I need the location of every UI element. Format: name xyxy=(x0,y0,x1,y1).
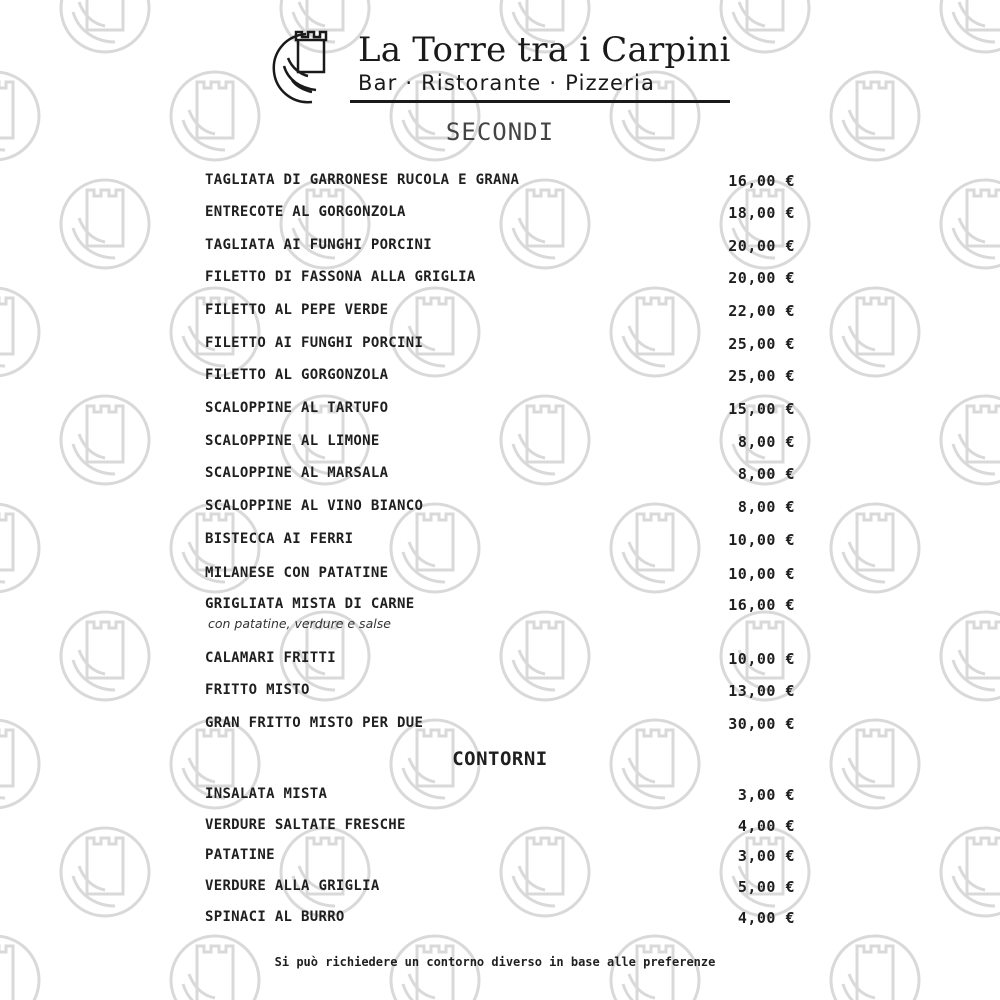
menu-item-price: 10,00 € xyxy=(728,565,795,583)
menu-item-price: 16,00 € xyxy=(728,596,795,614)
menu-item-price: 10,00 € xyxy=(728,531,795,549)
menu-item xyxy=(205,465,795,487)
menu-item-price: 18,00 € xyxy=(728,204,795,222)
menu-item-price: 3,00 € xyxy=(737,786,795,804)
menu-item-name: SCALOPPINE AL LIMONE xyxy=(205,433,380,449)
menu-item-name: INSALATA MISTA xyxy=(205,786,328,802)
menu-item xyxy=(205,650,795,672)
menu-item xyxy=(205,335,795,357)
menu-item-name: FILETTO AI FUNGHI PORCINI xyxy=(205,335,424,351)
brand-subtitle: Bar · Ristorante · Pizzeria xyxy=(358,71,656,95)
menu-item xyxy=(205,269,795,291)
brand-name: La Torre tra i Carpini xyxy=(358,30,731,70)
menu-item-price: 4,00 € xyxy=(737,909,795,927)
menu-item-name: FILETTO DI FASSONA ALLA GRIGLIA xyxy=(205,269,476,285)
menu-item-name: SCALOPPINE AL VINO BIANCO xyxy=(205,498,424,514)
menu-item-price: 8,00 € xyxy=(737,433,795,451)
menu-item xyxy=(205,433,795,455)
menu-item-price: 16,00 € xyxy=(728,172,795,190)
brand-underline xyxy=(350,100,730,103)
menu-item xyxy=(205,847,795,869)
menu-item-price: 8,00 € xyxy=(737,465,795,483)
menu-item-name: FILETTO AL GORGONZOLA xyxy=(205,367,389,383)
menu-item xyxy=(205,786,795,808)
menu-item xyxy=(205,172,795,194)
menu-item-name: PATATINE xyxy=(205,847,275,863)
menu-item-price: 22,00 € xyxy=(728,302,795,320)
menu-item-name: SCALOPPINE AL TARTUFO xyxy=(205,400,389,416)
menu-item xyxy=(205,715,795,737)
menu-item xyxy=(205,204,795,226)
menu-item xyxy=(205,596,795,636)
menu-item-name: VERDURE ALLA GRIGLIA xyxy=(205,878,380,894)
tower-emblem-icon xyxy=(266,28,346,108)
menu-item-price: 3,00 € xyxy=(737,847,795,865)
menu-item xyxy=(205,531,795,553)
menu-item-name: VERDURE SALTATE FRESCHE xyxy=(205,817,406,833)
menu-item-name: MILANESE CON PATATINE xyxy=(205,565,389,581)
menu-item-price: 20,00 € xyxy=(728,269,795,287)
menu-item-price: 15,00 € xyxy=(728,400,795,418)
footer-note: Si può richiedere un contorno diverso in base alle preferenze xyxy=(274,955,716,969)
menu-item-name: FRITTO MISTO xyxy=(205,682,310,698)
menu-item-price: 5,00 € xyxy=(737,878,795,896)
menu-item-price: 30,00 € xyxy=(728,715,795,733)
menu-item-name: TAGLIATA AI FUNGHI PORCINI xyxy=(205,237,432,253)
menu-item-name: FILETTO AL PEPE VERDE xyxy=(205,302,389,318)
menu-item-name: ENTRECOTE AL GORGONZOLA xyxy=(205,204,406,220)
menu-item xyxy=(205,367,795,389)
section-title-contorni: CONTORNI xyxy=(452,748,548,770)
menu-item-name: TAGLIATA DI GARRONESE RUCOLA E GRANA xyxy=(205,172,520,188)
menu-item-name: BISTECCA AI FERRI xyxy=(205,531,354,547)
menu-item xyxy=(205,565,795,587)
menu-item xyxy=(205,878,795,900)
restaurant-logo xyxy=(266,26,736,108)
menu-item-price: 25,00 € xyxy=(728,367,795,385)
section-title-secondi: SECONDI xyxy=(445,118,555,146)
menu-item xyxy=(205,237,795,259)
menu-item xyxy=(205,400,795,422)
menu-item-price: 13,00 € xyxy=(728,682,795,700)
menu-item xyxy=(205,302,795,324)
menu-item-name: SPINACI AL BURRO xyxy=(205,909,345,925)
menu-item xyxy=(205,817,795,839)
menu-item-price: 8,00 € xyxy=(737,498,795,516)
menu-item-name: GRAN FRITTO MISTO PER DUE xyxy=(205,715,424,731)
menu-item xyxy=(205,498,795,520)
menu-item-price: 25,00 € xyxy=(728,335,795,353)
menu-item-price: 20,00 € xyxy=(728,237,795,255)
menu-item xyxy=(205,682,795,704)
menu-item-name: CALAMARI FRITTI xyxy=(205,650,336,666)
menu-item-price: 4,00 € xyxy=(737,817,795,835)
menu-item-price: 10,00 € xyxy=(728,650,795,668)
menu-item xyxy=(205,909,795,931)
menu-item-name: SCALOPPINE AL MARSALA xyxy=(205,465,389,481)
menu-item-note: con patatine, verdure e salse xyxy=(208,616,391,631)
menu-item-name: GRIGLIATA MISTA DI CARNE xyxy=(205,596,415,612)
